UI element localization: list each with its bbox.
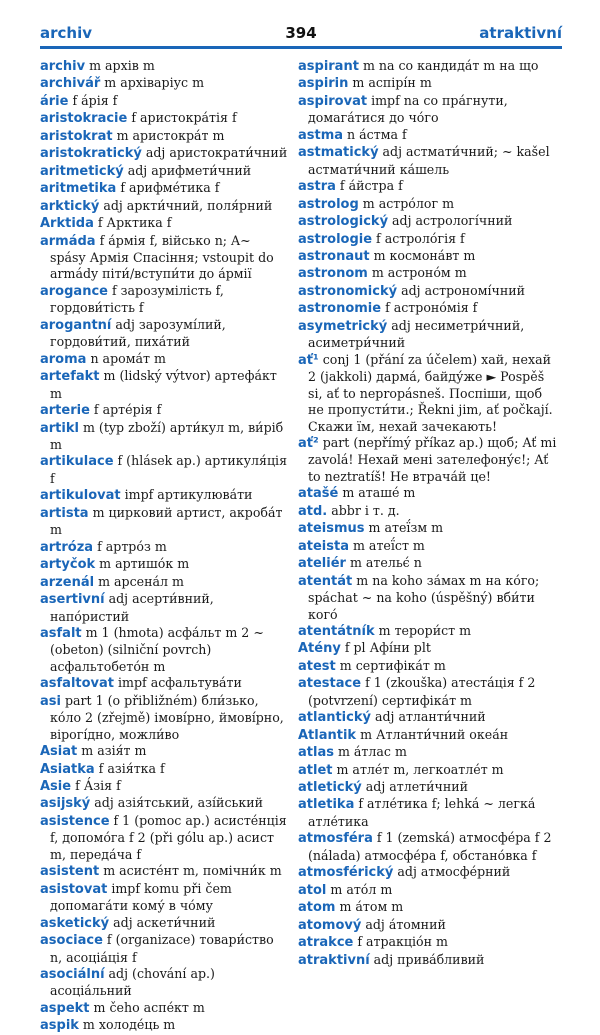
entry-definition: m а́том m (335, 899, 404, 915)
dictionary-entry (298, 573, 560, 623)
dictionary-entry (298, 899, 560, 916)
entry-definition: f астроло́гія f (372, 230, 465, 246)
entry-headword: aspekt (40, 1000, 90, 1016)
dictionary-entry (40, 180, 288, 197)
entry-headword: aroma (40, 351, 87, 367)
entry-definition: adj (chování ap.) асоціа́льний (50, 966, 215, 999)
dictionary-entry (298, 283, 560, 300)
entry-headword: astronomie (298, 301, 382, 317)
dictionary-entry (40, 453, 288, 487)
entry-definition: m терори́ст m (374, 622, 472, 638)
dictionary-entry (40, 402, 288, 419)
entry-headword: artikulovat (40, 488, 121, 504)
entry-headword: arogantní (40, 317, 112, 333)
entry-definition: part 1 (o přibližném) бли́зько, ко́ло 2 (zřejmě) імові́рно, ймові́рно, вірогі́дно, можли́во (50, 692, 284, 742)
dictionary-entry (298, 196, 560, 213)
entry-definition: adj аскети́чний (109, 914, 216, 930)
dictionary-entry (40, 1000, 288, 1017)
entry-definition: f арте́рія f (89, 402, 162, 418)
dictionary-entry (40, 163, 288, 180)
entry-headword: astrologie (298, 231, 373, 247)
entry-headword: astra (298, 179, 336, 195)
dictionary-entry (298, 265, 560, 282)
entry-headword: Atény (298, 641, 341, 657)
entry-definition: part (nepřímý příkaz ap.) щоб; Ať mi zavolá! Нехай мені зателефону́є!; Ať to neztratíš! Не втрача́й це! (308, 434, 557, 484)
dictionary-entry (40, 1017, 288, 1034)
entry-definition: m архів m (85, 58, 155, 73)
entry-definition: adj аристократи́чний (141, 145, 288, 161)
entry-headword: ateliér (298, 556, 346, 572)
entry-headword: atmosféra (298, 831, 373, 847)
entry-definition: adj атланти́чний (370, 709, 486, 725)
entry-headword: Arktida (40, 216, 94, 232)
entry-headword: asi (40, 693, 61, 709)
dictionary-entry (40, 351, 288, 368)
entry-definition: m na koho за́мах m на ко́го; spáchat ~ na koho (úspěšný) вби́ти кого́ (308, 572, 540, 622)
entry-definition: adj аркти́чний, поля́рний (99, 197, 273, 213)
entry-headword: asistent (40, 864, 100, 880)
dictionary-entry (298, 75, 560, 92)
entry-headword: artista (40, 505, 89, 521)
dictionary-entry (40, 556, 288, 573)
dictionary-entry (298, 675, 560, 709)
entry-definition: m артишо́к m (95, 556, 190, 572)
entry-headword: arogance (40, 283, 108, 299)
dictionary-entry (40, 58, 288, 75)
entry-definition: m 1 (hmota) асфа́льт m 2 ~(obeton) (silniční povrch) асфальтобето́н m (50, 624, 264, 674)
dictionary-entry (40, 420, 288, 454)
right-column (298, 58, 560, 969)
entry-definition: adj а́томний (361, 916, 446, 932)
dictionary-entry (298, 864, 560, 881)
entry-definition: m (lidský výtvor) артефа́кт m (50, 368, 277, 401)
left-column (40, 58, 288, 1035)
entry-headword: arterie (40, 403, 90, 419)
dictionary-entry (298, 213, 560, 230)
dictionary-entry (298, 248, 560, 265)
entry-headword: asijský (40, 796, 91, 812)
dictionary-entry (298, 520, 560, 537)
entry-definition: m ато́л m (326, 881, 393, 897)
entry-definition: m холоде́ць m (78, 1017, 176, 1033)
entry-headword: arzenál (40, 574, 95, 590)
entry-headword: artikulace (40, 454, 114, 470)
entry-definition: impf komu při čem допомага́ти кому́ в чо́му (50, 880, 232, 914)
dictionary-entry (298, 709, 560, 726)
entry-definition: abbr і т. д. (327, 502, 400, 518)
entry-definition: m атеї́ст m (348, 537, 425, 553)
entry-headword: ať¹ (298, 352, 319, 368)
dictionary-entry (40, 283, 288, 317)
dictionary-entry (298, 300, 560, 317)
entry-definition: m na co кандида́т m на що (358, 58, 539, 73)
dictionary-entry (40, 75, 288, 92)
entry-definition: m асисте́нт m, помічни́к m (99, 863, 282, 879)
header-last-word: atraktivní (479, 24, 562, 42)
dictionary-entry (298, 882, 560, 899)
entry-headword: asketický (40, 915, 110, 931)
entry-headword: asistence (40, 813, 110, 829)
entry-definition: f а́йстра f (335, 178, 403, 194)
entry-headword: artikl (40, 420, 79, 436)
entry-headword: astronomický (298, 283, 398, 299)
dictionary-entry (40, 93, 288, 110)
entry-definition: m астроно́м m (367, 265, 467, 281)
dictionary-entry (298, 352, 560, 435)
entry-headword: atletický (298, 780, 362, 796)
entry-headword: atrakce (298, 935, 354, 951)
entry-definition: m азія́т m (77, 743, 147, 759)
dictionary-entry (298, 917, 560, 934)
dictionary-entry (40, 128, 288, 145)
entry-headword: atentát (298, 573, 353, 589)
entry-definition: m космона́вт m (369, 247, 476, 263)
entry-headword: aspirin (298, 76, 349, 92)
entry-headword: artefakt (40, 369, 100, 385)
dictionary-entry (298, 127, 560, 144)
entry-definition: m (typ zboží) арти́кул m, ви́ріб m (50, 419, 284, 452)
entry-headword: atomový (298, 917, 362, 933)
dictionary-entry (40, 145, 288, 162)
entry-definition: m атеї́зм m (364, 520, 444, 536)
entry-definition: n арома́т m (86, 350, 166, 366)
entry-headword: astronom (298, 266, 368, 282)
dictionary-entry (298, 503, 560, 520)
entry-headword: archivář (40, 76, 101, 92)
entry-definition: f астроно́мія f (381, 300, 478, 316)
entry-headword: archiv (40, 59, 86, 74)
entry-headword: aritmetický (40, 163, 124, 179)
entry-headword: atest (298, 658, 336, 674)
entry-definition: f атракціо́н m (353, 934, 448, 950)
dictionary-entry (40, 675, 288, 692)
entry-headword: aspik (40, 1018, 79, 1034)
dictionary-entry (298, 762, 560, 779)
dictionary-entry (298, 318, 560, 352)
entry-headword: aristokrat (40, 128, 113, 144)
entry-headword: atašé (298, 486, 339, 502)
entry-headword: astmatický (298, 145, 379, 161)
entry-definition: m астро́лог m (358, 195, 455, 211)
dictionary-entry (40, 110, 288, 127)
entry-headword: Asie (40, 779, 72, 795)
entry-definition: f (organizace) товари́ство n, асоціа́ція f (50, 932, 274, 965)
entry-headword: atd. (298, 503, 328, 519)
dictionary-entry (40, 761, 288, 778)
dictionary-entry (40, 198, 288, 215)
entry-headword: asfalt (40, 625, 82, 641)
dictionary-entry (298, 658, 560, 675)
dictionary-entry (298, 934, 560, 951)
dictionary-entry (298, 796, 560, 830)
entry-definition: f 1 (zkouška) атеста́ція f 2 (potvrzení) сертифіка́т m (308, 675, 536, 708)
entry-definition: adj атмосфе́рний (393, 864, 511, 880)
dictionary-entry (298, 435, 560, 485)
entry-headword: aristokracie (40, 111, 128, 127)
entry-definition: adj астмати́чний; ~ kašel астмати́чний ка́шель (308, 144, 550, 177)
dictionary-entry (40, 505, 288, 539)
dictionary-entry (298, 231, 560, 248)
dictionary-entry (298, 640, 560, 657)
page-number: 394 (285, 24, 317, 42)
entry-headword: atletika (298, 797, 355, 813)
entry-headword: artyčok (40, 557, 96, 573)
dictionary-entry (40, 863, 288, 880)
dictionary-entry (40, 368, 288, 402)
header-divider (40, 46, 562, 49)
entry-definition: f ápія f (68, 92, 118, 108)
entry-headword: armáda (40, 233, 96, 249)
entry-headword: asociální (40, 967, 105, 983)
entry-headword: asociace (40, 933, 103, 949)
entry-headword: atestace (298, 676, 362, 692)
dictionary-entry (298, 779, 560, 796)
entry-definition: m цирковий артист, акроба́т m (50, 504, 283, 538)
entry-definition: f атле́тика f; lehká ~ легка́ атле́тика (308, 796, 536, 829)
entry-definition: f артро́з m (93, 538, 167, 554)
dictionary-entry (298, 623, 560, 640)
entry-headword: ateismus (298, 521, 365, 537)
entry-headword: aspirovat (298, 93, 368, 109)
entry-definition: m аташе́ m (338, 485, 416, 501)
entry-headword: atlet (298, 762, 333, 778)
entry-definition: adj астрологі́чний (388, 213, 513, 229)
entry-headword: atlas (298, 745, 334, 761)
entry-headword: astronaut (298, 248, 370, 264)
entry-definition: f зарозумілість f, гордови́тість f (50, 282, 224, 316)
entry-definition: m архіваріус m (100, 75, 205, 91)
entry-definition: n а́стма f (343, 126, 407, 142)
entry-definition: adj арифмети́чний (123, 162, 252, 178)
dictionary-entry (40, 487, 288, 504)
dictionary-entry (298, 178, 560, 195)
dictionary-entry (40, 966, 288, 1000)
entry-definition: adj несиметри́чний, асиметри́чний (308, 317, 525, 351)
dictionary-entry (40, 932, 288, 966)
dictionary-entry (298, 830, 560, 864)
dictionary-entry (40, 778, 288, 795)
dictionary-entry (298, 952, 560, 969)
entry-definition: adj зарозумі́лий, гордови́тий, пиха́тий (50, 316, 226, 350)
entry-definition: f А́зія f (71, 778, 121, 794)
entry-headword: artróza (40, 539, 94, 555)
entry-headword: asistovat (40, 881, 108, 897)
dictionary-entry (298, 485, 560, 502)
entry-definition: f аристокра́тія f (127, 110, 237, 126)
dictionary-entry (40, 693, 288, 743)
dictionary-entry (40, 591, 288, 625)
entry-headword: astma (298, 127, 344, 143)
entry-definition: m сертифіка́т m (335, 657, 446, 673)
header-first-word: archiv (40, 24, 93, 42)
dictionary-entry (40, 539, 288, 556)
entry-definition: f арифме́тика f (116, 180, 220, 196)
entry-definition: m арсена́л m (94, 573, 184, 589)
entry-headword: ateista (298, 538, 349, 554)
entry-definition: f pl Афі́ни plt (340, 640, 431, 656)
entry-headword: ať² (298, 435, 319, 451)
entry-headword: atlantický (298, 710, 371, 726)
entry-definition: impf артикулюва́ти (120, 487, 253, 503)
entry-definition: f Арктика f (93, 215, 172, 231)
entry-headword: Asiat (40, 744, 78, 760)
entry-definition: m аристокра́т m (112, 127, 225, 143)
entry-headword: atol (298, 882, 327, 898)
entry-headword: atom (298, 900, 336, 916)
entry-headword: árie (40, 93, 69, 109)
dictionary-entry (40, 215, 288, 232)
dictionary-entry (40, 574, 288, 591)
entry-definition: m а́тлас m (333, 744, 407, 760)
entry-definition: f а́рмія f, військо n; A~ spásy Армія Спасіння; vstoupit do armády піти́/вступи́ти до а́рмії (50, 232, 274, 282)
entry-definition: m аспірі́н m (348, 75, 432, 91)
entry-definition: adj атлети́чний (361, 779, 469, 795)
dictionary-entry (40, 795, 288, 812)
entry-definition: f 1 (zemská) атмосфе́ра f 2 (nálada) атмосфе́ра f, обстано́вка f (308, 830, 552, 863)
page-header (40, 20, 562, 46)
entry-definition: f (hlásek ap.) артикуля́ція f (50, 453, 288, 486)
entry-headword: asfaltovat (40, 676, 115, 692)
dictionary-entry (298, 538, 560, 555)
entry-headword: arktický (40, 198, 100, 214)
entry-definition: impf асфальтува́ти (114, 675, 242, 691)
dictionary-entry (40, 625, 288, 675)
entry-headword: atmosférický (298, 865, 394, 881)
dictionary-entry (298, 744, 560, 761)
dictionary-entry (298, 144, 560, 178)
dictionary-entry (40, 915, 288, 932)
entry-headword: aristokratický (40, 146, 142, 162)
entry-headword: asertivní (40, 592, 105, 608)
entry-headword: aritmetika (40, 181, 117, 197)
dictionary-entry (40, 743, 288, 760)
entry-definition: f 1 (pomoc ap.) асисте́нція f, допомо́га f 2 (při gólu ap.) асист m, переда́ча f (50, 812, 287, 862)
entry-definition: m ательє́ n (345, 555, 422, 571)
entry-definition: m čeho аспе́кт m (89, 999, 205, 1015)
entry-headword: asymetrický (298, 318, 388, 334)
dictionary-entry (40, 317, 288, 351)
dictionary-entry (40, 813, 288, 863)
entry-headword: astrologický (298, 214, 389, 230)
entry-definition: adj прива́бливий (369, 951, 485, 967)
entry-headword: Atlantik (298, 727, 357, 743)
entry-definition: conj 1 (přání za účelem) хай, нехай 2 (jakkoli) дарма́, байду́же ► Pospěš si, ať to nepropásneš. Поспіши, щоб не пропусти́ти.; Řekni jim, ať počkají. Скажи їм, нехай зачекають! (308, 351, 553, 434)
entry-definition: adj азія́тський, азі́йський (90, 795, 264, 811)
dictionary-entry (40, 233, 288, 283)
dictionary-entry (298, 727, 560, 744)
entry-headword: Asiatka (40, 761, 95, 777)
entry-headword: aspirant (298, 59, 359, 74)
dictionary-entry (298, 93, 560, 127)
entry-headword: atraktivní (298, 952, 370, 968)
dictionary-entry (40, 881, 288, 915)
dictionary-entry (298, 555, 560, 572)
entry-definition: impf na co пра́гнути, домага́тися до чо́го (308, 92, 508, 126)
entry-definition: adj асерти́вний, напо́ристий (50, 591, 214, 624)
dictionary-entry (298, 58, 560, 75)
entry-definition: m атле́т m, легкоатле́т m (332, 761, 504, 777)
entry-headword: astrolog (298, 196, 359, 212)
entry-definition: m Атланти́чний океа́н (356, 726, 509, 742)
entry-definition: f азія́тка f (94, 760, 165, 776)
entry-headword: atentátník (298, 623, 375, 639)
entry-definition: adj астрономі́чний (397, 282, 526, 298)
